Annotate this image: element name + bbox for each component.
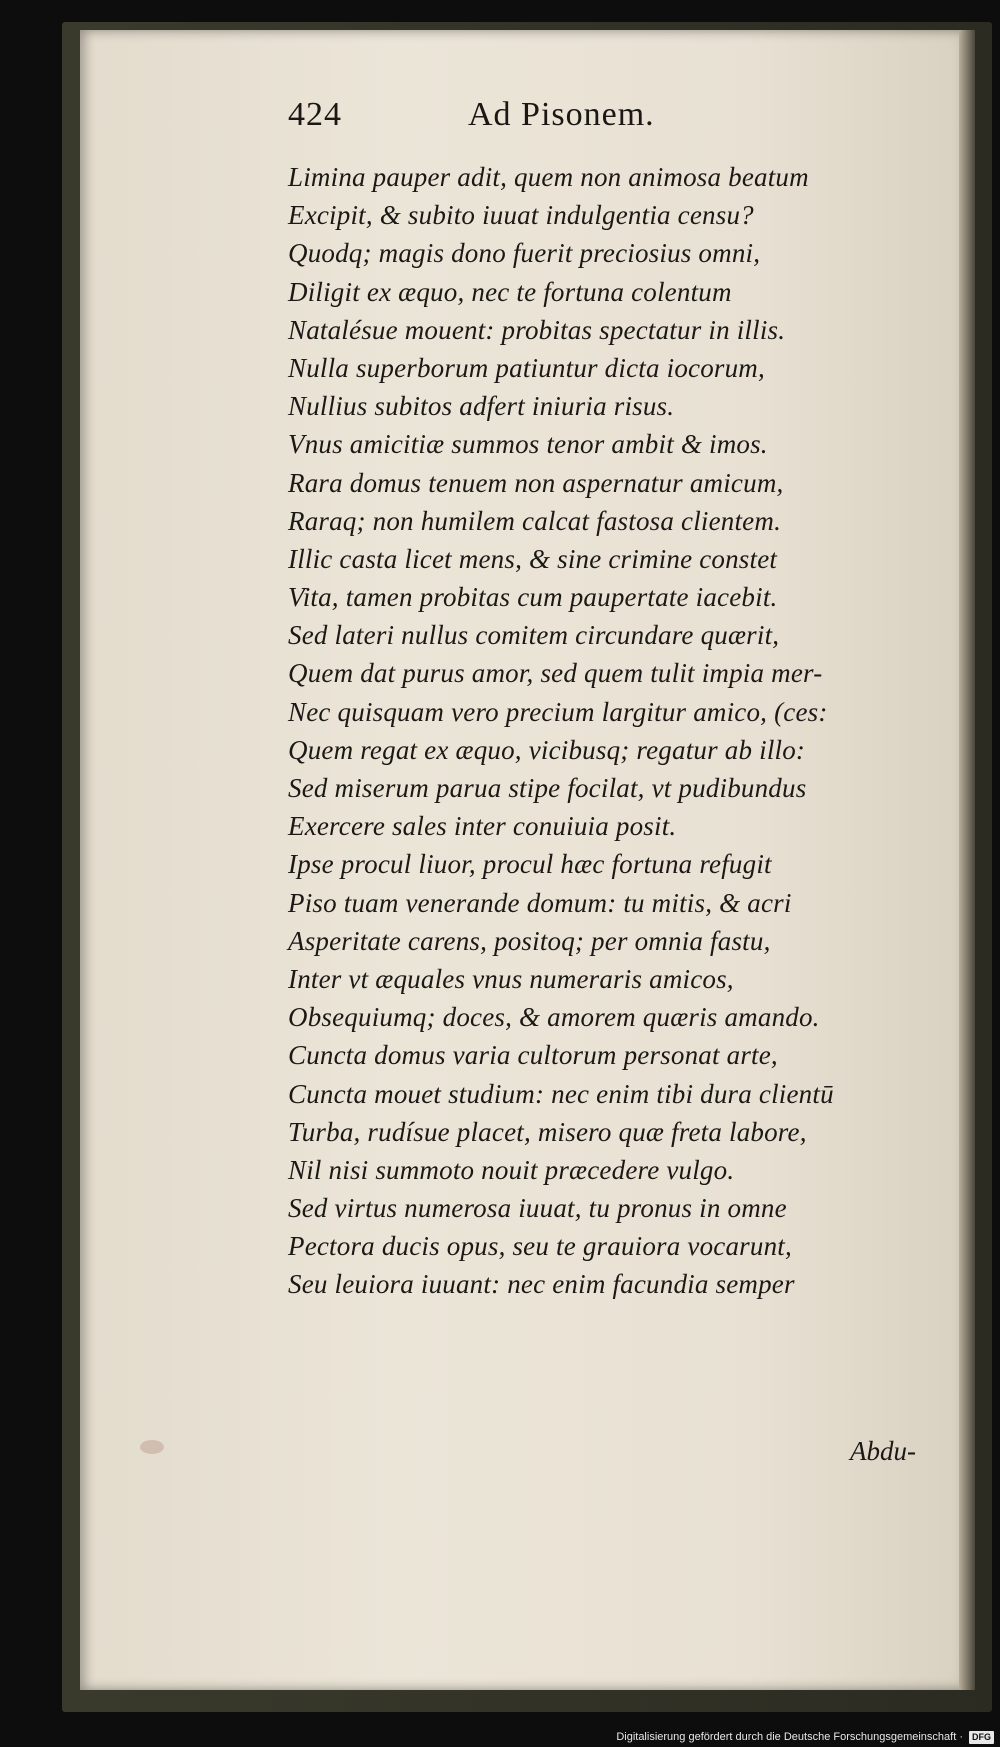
verse-line: Quodq; magis dono fuerit preciosius omni,: [288, 238, 761, 269]
verse-line: Diligit ex æquo, nec te fortuna colentum: [288, 276, 732, 307]
verse-text-block: [288, 158, 948, 1304]
page-number: 424: [288, 96, 342, 133]
verse-line: Excipit, & subito iuuat indulgentia censu?: [288, 200, 754, 231]
verse-line: Nulla superborum patiuntur dicta iocorum,: [288, 352, 765, 383]
verse-line: Illic casta licet mens, & sine crimine constet: [288, 543, 778, 574]
verse-line: Ipse procul liuor, procul hæc fortuna refugit: [288, 849, 772, 880]
verse-line: Sed lateri nullus comitem circundare quærit,: [288, 620, 780, 651]
verse-line: Nullius subitos adfert iniuria risus.: [288, 391, 675, 422]
book-spine: [959, 30, 975, 1690]
verse-line: Asperitate carens, positoq; per omnia fastu,: [288, 925, 771, 956]
verse-line: Cuncta domus varia cultorum personat arte,: [288, 1040, 778, 1071]
digitization-footer: [0, 1728, 1000, 1747]
verse-line: Raraq; non humilem calcat fastosa clientem.: [288, 505, 782, 536]
page-header: [288, 96, 848, 146]
verse-line: Sed virtus numerosa iuuat, tu pronus in omne: [288, 1193, 787, 1224]
verse-line: Sed miserum parua stipe focilat, vt pudibundus: [288, 773, 807, 803]
dfg-logo: DFG: [969, 1731, 994, 1744]
verse-line: Seu leuiora iuuant: nec enim facundia semper: [288, 1269, 795, 1300]
verse-line: Vita, tamen probitas cum paupertate iacebit.: [288, 582, 778, 613]
verse-line: Quem regat ex æquo, vicibusq; regatur ab illo:: [288, 734, 806, 765]
verse-line: Limina pauper adit, quem non animosa beatum: [288, 162, 809, 192]
paper-stain: [140, 1440, 164, 1454]
verse-line: Nil nisi summoto nouit præcedere vulgo.: [288, 1154, 735, 1185]
verse-line: Obsequiumq; doces, & amorem quæris amando.: [288, 1002, 820, 1033]
footer-credit-text: Digitalisierung gefördert durch die Deutsche Forschungsgemeinschaft ·: [616, 1731, 963, 1743]
verse-line: Cuncta mouet studium: nec enim tibi dura clientū: [288, 1078, 834, 1109]
verse-line: Nec quisquam vero precium largitur amico, (ces:: [288, 696, 828, 727]
verse-line: Quem dat purus amor, sed quem tulit impia mer-: [288, 658, 823, 689]
catchword: Abdu-: [850, 1436, 916, 1466]
footer-credit: [616, 1728, 994, 1747]
verse-line: Turba, rudísue placet, misero quæ freta labore,: [288, 1116, 807, 1147]
verse-line: Exercere sales inter conuiuia posit.: [288, 811, 677, 842]
verse-line: Inter vt æquales vnus numeraris amicos,: [288, 963, 734, 994]
verse-line: Rara domus tenuem non aspernatur amicum,: [288, 467, 784, 498]
running-head: Ad Pisonem.: [468, 96, 655, 133]
verse-line: Natalésue mouent: probitas spectatur in illis.: [288, 314, 786, 345]
verse-line: Piso tuam venerande domum: tu mitis, & acri: [288, 887, 792, 918]
verse-line: Pectora ducis opus, seu te grauiora vocarunt,: [288, 1231, 792, 1262]
verse-line: Vnus amicitiæ summos tenor ambit & imos.: [288, 429, 768, 460]
